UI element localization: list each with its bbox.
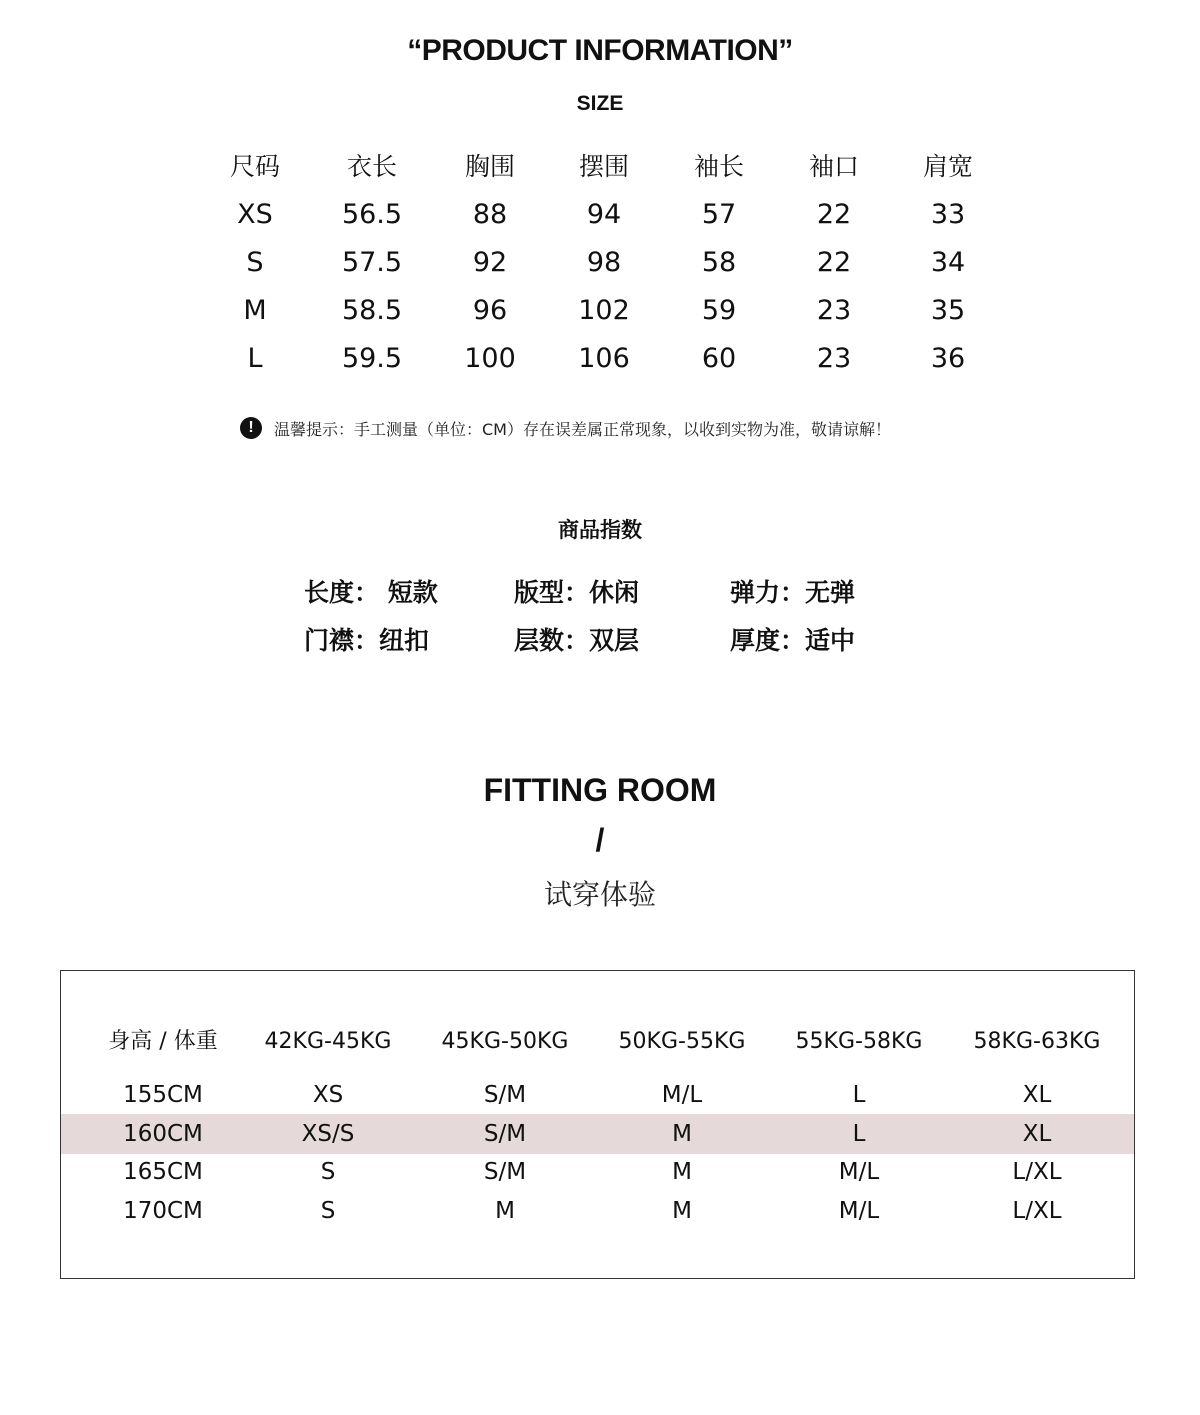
fitting-room-divider: / [595,822,605,858]
fitting-cell: M [495,1198,515,1224]
attr-layers: 层数：双层 [514,626,640,655]
size-header-cell: 尺码 [229,152,280,181]
size-header-cell: 肩宽 [922,152,973,181]
fitting-cell: XL [1022,1082,1052,1108]
fitting-cell: 155CM [123,1082,203,1108]
fitting-cell: S [320,1198,336,1224]
measurement-notice [240,414,1000,442]
fitting-cell: S/M [483,1159,527,1185]
size-table [0,143,1200,383]
size-cell: 96 [472,295,508,326]
fitting-cell: M/L [838,1159,880,1185]
size-cell: 98 [586,247,622,278]
size-cell: 88 [472,199,508,230]
size-cell: 102 [578,295,630,326]
size-cell: 92 [472,247,508,278]
fitting-table-row [61,1076,1134,1114]
product-index-title: 商品指数 [558,518,642,542]
fitting-cell: M [672,1198,692,1224]
attr-thickness: 厚度：适中 [730,626,856,655]
fitting-cell: M [672,1121,692,1147]
size-cell: 33 [930,199,966,230]
fitting-cell: XS/S [301,1121,355,1147]
size-cell: 22 [816,247,852,278]
size-cell: 57.5 [341,247,403,278]
size-cell: 58.5 [341,295,403,326]
size-cell: S [246,247,264,278]
attr-length: 长度： 短款 [304,578,438,607]
fitting-header-cell: 50KG-55KG [618,1029,746,1054]
size-cell: 35 [930,295,966,326]
fitting-cell: 160CM [123,1121,203,1147]
fitting-header-cell: 45KG-50KG [441,1029,569,1054]
size-cell: 36 [930,343,966,374]
size-cell: 60 [701,343,737,374]
fitting-cell: M/L [661,1082,703,1108]
fitting-cell: S/M [483,1121,527,1147]
exclamation-icon: ! [240,417,262,439]
size-table-row [0,335,1200,383]
size-table-row [0,191,1200,239]
fitting-room-subtitle: 试穿体验 [543,878,656,911]
size-header-cell: 衣长 [346,152,397,181]
fitting-header-cell: 58KG-63KG [973,1029,1101,1054]
fitting-table-row [61,1153,1134,1191]
size-cell: 94 [586,199,622,230]
fitting-room-title: FITTING ROOM [483,772,717,808]
fitting-table-header [61,1023,1134,1061]
size-cell: M [243,295,267,326]
fitting-header-cell: 55KG-58KG [795,1029,923,1054]
size-cell: 106 [578,343,630,374]
size-cell: 23 [816,295,852,326]
size-table-row [0,287,1200,335]
fitting-room-table [60,970,1135,1279]
fitting-cell: 165CM [123,1159,203,1185]
fitting-table-row [61,1192,1134,1230]
fitting-cell: M [672,1159,692,1185]
size-cell: XS [237,199,273,230]
size-cell: 100 [464,343,516,374]
fitting-header-cell: 身高 / 体重 [108,1029,218,1054]
size-cell: L [247,343,263,374]
page-title: “PRODUCT INFORMATION” [407,34,793,67]
size-header-cell: 袖长 [693,152,744,181]
size-cell: 58 [701,247,737,278]
size-cell: 22 [816,199,852,230]
fitting-cell: XS [312,1082,344,1108]
size-header-cell: 袖口 [808,152,859,181]
attr-fit: 版型：休闲 [514,578,640,607]
fitting-cell: S/M [483,1082,527,1108]
size-cell: 34 [930,247,966,278]
attr-placket: 门襟：纽扣 [304,626,430,655]
size-subtitle: SIZE [576,92,624,115]
fitting-cell: L/XL [1012,1198,1062,1224]
size-cell: 23 [816,343,852,374]
size-cell: 59.5 [341,343,403,374]
fitting-cell: L/XL [1012,1159,1062,1185]
size-table-header [0,143,1200,191]
size-cell: 57 [701,199,737,230]
size-cell: 59 [701,295,737,326]
fitting-cell: L [852,1082,866,1108]
size-header-cell: 胸围 [464,152,515,181]
fitting-cell: M/L [838,1198,880,1224]
size-header-cell: 摆围 [578,152,629,181]
fitting-cell: 170CM [123,1198,203,1224]
attr-elasticity: 弹力：无弹 [730,578,856,607]
fitting-cell: S [320,1159,336,1185]
size-table-row [0,239,1200,287]
notice-text: 温馨提示：手工测量（单位：CM）存在误差属正常现象，以收到实物为准，敬请谅解！ [274,419,891,439]
fitting-cell: L [852,1121,866,1147]
fitting-table-row-highlighted [61,1114,1134,1154]
size-cell: 56.5 [341,199,403,230]
fitting-cell: XL [1022,1121,1052,1147]
fitting-header-cell: 42KG-45KG [264,1029,392,1054]
